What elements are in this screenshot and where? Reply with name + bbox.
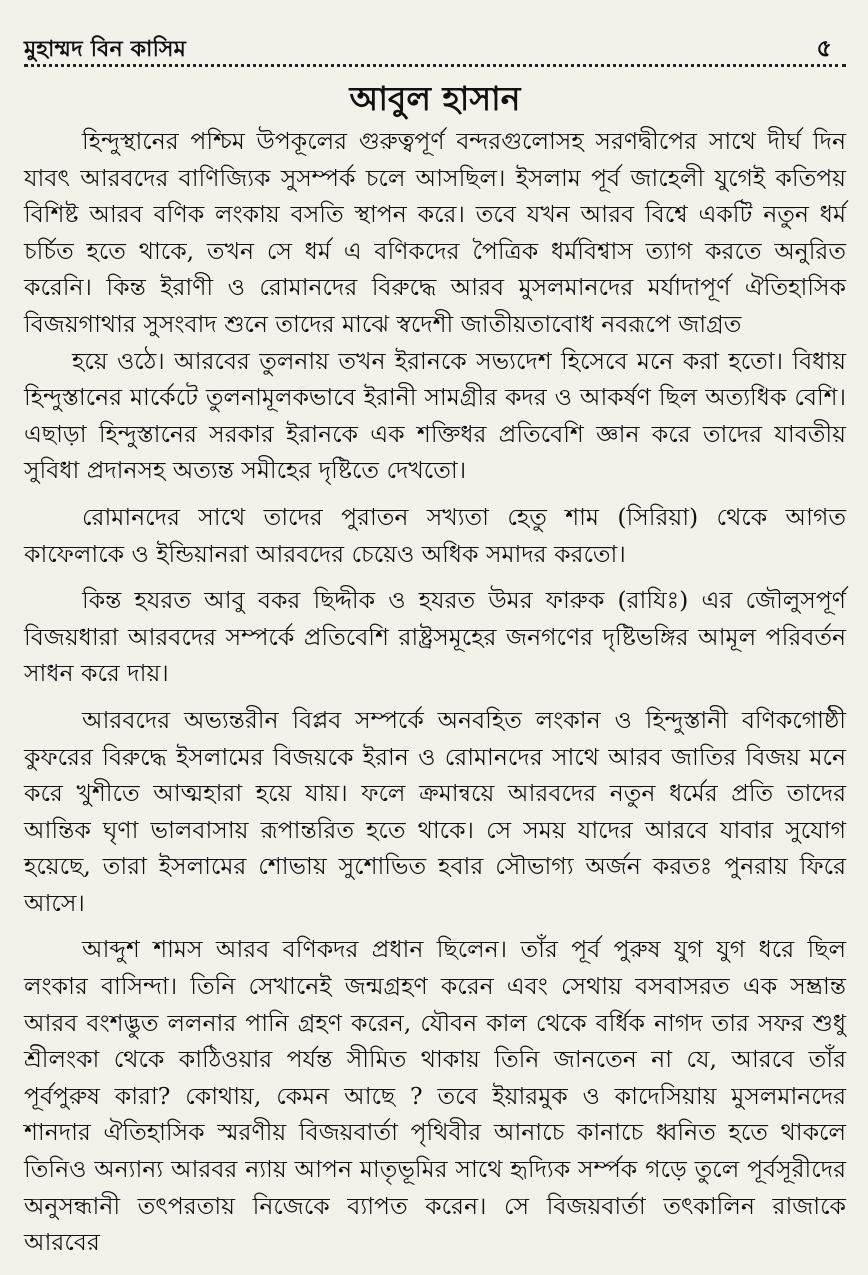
paragraph: আরবদের অভ্যন্তরীন বিপ্লব সম্পর্কে অনবহিত লংকান ও হিন্দুস্তানী বণিকগোষ্ঠী কুফরের বিরুদ্ধে ইসলামের বিজয়কে ইরান ও রোমানদের সাথে আরব জাতির বিজয় মনে করে খুশীতে আত্মহারা হয়ে যায়। ফলে ক্রমান্বয়ে আরবদের নতুন ধর্মের প্রতি তাদের আন্তিক ঘৃণা ভালবাসায় রূপান্তরিত হতে থাকে। সে সময় যাদের আরবে যাবার সুযোগ হয়েছে, তারা ইসলামের শোভায় সুশোভিত হবার সৌভাগ্য অর্জন করতঃ পুনরায় ফিরে আসে।: [24, 705, 846, 917]
chapter-title: আবুল হাসান: [349, 79, 521, 118]
paragraph: আব্দুশ শামস আরব বণিকদর প্রধান ছিলেন। তাঁর পূর্ব পুরুষ যুগ যুগ ধরে ছিল লংকার বাসিন্দা। তিনি সেখানেই জন্মগ্রহণ করেন এবং সেথায় বসবাসরত এক সম্ভ্রান্ত আরব বংশদ্ভুত ললনার পানি গ্রহণ করেন, যৌবন কাল থেকে বর্ধিক নাগদ তার সফর শুধু শ্রীলংকা থেকে কাঠিওয়ার পর্যন্ত সীমিত থাকায় তিনি জানতেন না যে, আরবে তাঁর পূর্বপুরুষ কারা? কোথায়, কেমন আছে ? তবে ইয়ারমুক ও কাদেসিয়ায় মুসলমানদের শানদার ঐতিহাসিক স্মরণীয় বিজয়বার্তা পৃথিবীর আনাচে কানাচে ধ্বনিত হতে থাকলে তিনিও অন্যান্য আরবর ন্যায় আপন মাতৃভূমির সাথে হৃদ্যিক সর্ম্পক গড়ে তুলে পূর্বসূরীদের অনুসন্ধানী তৎপরতায় নিজেকে ব্যাপত করেন। সে বিজয়বার্তা তৎকালিন রাজাকে আরবের: [24, 935, 846, 1257]
paragraph: রোমানদের সাথে তাদের পুরাতন সখ্যতা হেতু শাম (সিরিয়া) থেকে আগত কাফেলাকে ও ইন্ডিয়ানরা আরবদের চেয়েও অধিক সমাদর করতো।: [24, 502, 846, 568]
running-title: মুহাম্মদ বিন কাসিম: [24, 37, 187, 62]
paragraph: হিন্দুস্থানের পশ্চিম উপকূলের গুরুত্বপূর্ণ বন্দরগুলোসহ সরণদ্বীপের সাথে দীর্ঘ দিন যাবৎ আরবদের বাণিজ্যিক সুসম্পর্ক চলে আসছিল। ইসলাম পূর্ব জাহেলী যুগেই কতিপয় বিশিষ্ট আরব বণিক লংকায় বসতি স্থাপন করে। তবে যখন আরব বিশ্বে একটি নতুন ধর্ম চর্চিত হতে থাকে, তখন সে ধর্ম এ বণিকদের পৈত্রিক ধর্মবিশ্বাস ত্যাগ করতে অনুরিত করেনি। কিন্ত ইরাণী ও রোমানদের বিরুদ্ধে আরব মুসলমানদের মর্যাদাপূর্ণ ঐতিহাসিক বিজয়গাথার সুসংবাদ শুনে তাদের মাঝে স্বদেশী জাতীয়তাবোধ নবরূপে জাগ্রত: [24, 127, 846, 338]
paragraph: হয়ে ওঠে। আরবের তুলনায় তখন ইরানকে সভ্যদেশ হিসেবে মনে করা হতো। বিধায় হিন্দুস্তানের মার্কেটে তুলনামূলকভাবে ইরানী সামগ্রীর কদর ও আকর্ষণ ছিল অত্যধিক বেশি। এছাড়া হিন্দুস্তানের সরকার ইরানকে এক শক্তিধর প্রতিবেশি জ্ঞান করে তাদের যাবতীয় সুবিধা প্রদানসহ অত্যন্ত সমীহের দৃষ্টিতে দেখতো।: [24, 346, 846, 485]
running-header: [24, 30, 846, 64]
body-text: [24, 123, 846, 1261]
paragraph: কিন্ত হযরত আবু বকর ছিদ্দীক ও হযরত উমর ফারুক (রাযিঃ) এর জৌলুসপূর্ণ বিজয়ধারা আরবদের সম্পর্কে প্রতিবেশি রাষ্ট্রসমূহের জনগণের দৃষ্টিভঙ্গির আমূল পরিবর্তন সাধন করে দায়।: [24, 586, 846, 688]
page-number: ৫: [816, 34, 832, 62]
